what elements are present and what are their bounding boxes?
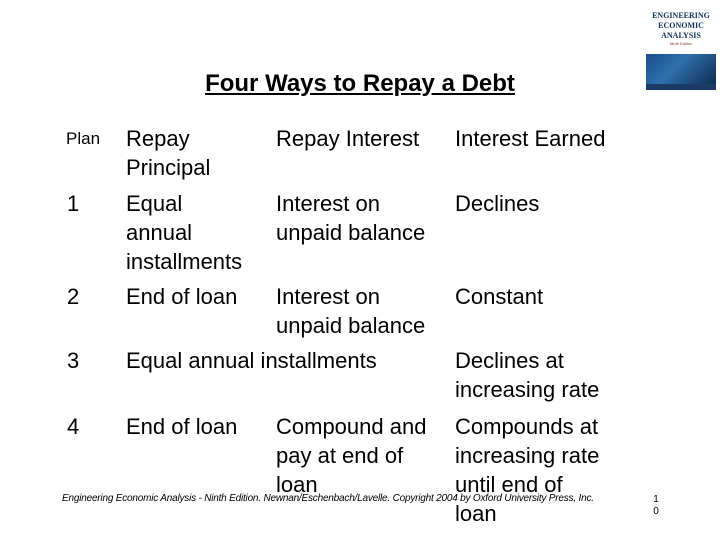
book-cover-title-line-3: ANALYSIS — [661, 31, 701, 40]
row-4-repay-principal: End of loan — [126, 414, 238, 439]
header-interest-earned: Interest Earned — [455, 126, 606, 151]
row-3-repay-principal-and-interest: Equal annual installments — [126, 348, 377, 373]
row-1-interest-earned: Declines — [455, 191, 540, 216]
book-cover-title-line-2: ECONOMIC — [658, 21, 704, 30]
book-cover-image — [646, 4, 716, 90]
book-cover-edition: Ninth Edition — [669, 41, 693, 46]
book-cover-title-band — [646, 4, 716, 54]
slide-title: Four Ways to Repay a Debt — [205, 70, 515, 97]
page-number: 1 0 — [653, 494, 659, 517]
row-3-plan: 3 — [67, 348, 80, 373]
header-repay-interest: Repay Interest — [276, 126, 420, 151]
row-1-plan: 1 — [67, 191, 80, 216]
row-1-repay-interest: Interest on unpaid balance — [276, 191, 426, 245]
row-1-repay-principal: Equal annual installments — [126, 191, 243, 274]
footer-citation: Engineering Economic Analysis - Ninth Edition. Newnan/Eschenbach/Lavelle. Copyright 2004 by Oxford University Press, Inc. — [62, 493, 594, 504]
book-cover-strip — [646, 84, 716, 90]
header-plan: Plan — [66, 129, 101, 148]
row-2-plan: 2 — [67, 284, 80, 309]
row-4-plan: 4 — [67, 414, 80, 439]
row-2-repay-principal: End of loan — [126, 284, 238, 309]
header-repay-principal: Repay Principal — [126, 126, 211, 180]
row-2-repay-interest: Interest on unpaid balance — [276, 284, 426, 338]
row-4-interest-earned: Compounds at increasing rate until end of loan — [455, 414, 600, 526]
row-4-repay-interest: Compound and pay at end of loan — [276, 414, 427, 497]
row-3-interest-earned: Declines at increasing rate — [455, 348, 600, 402]
row-2-interest-earned: Constant — [455, 284, 544, 309]
book-cover-title-line-1: ENGINEERING — [652, 11, 710, 20]
